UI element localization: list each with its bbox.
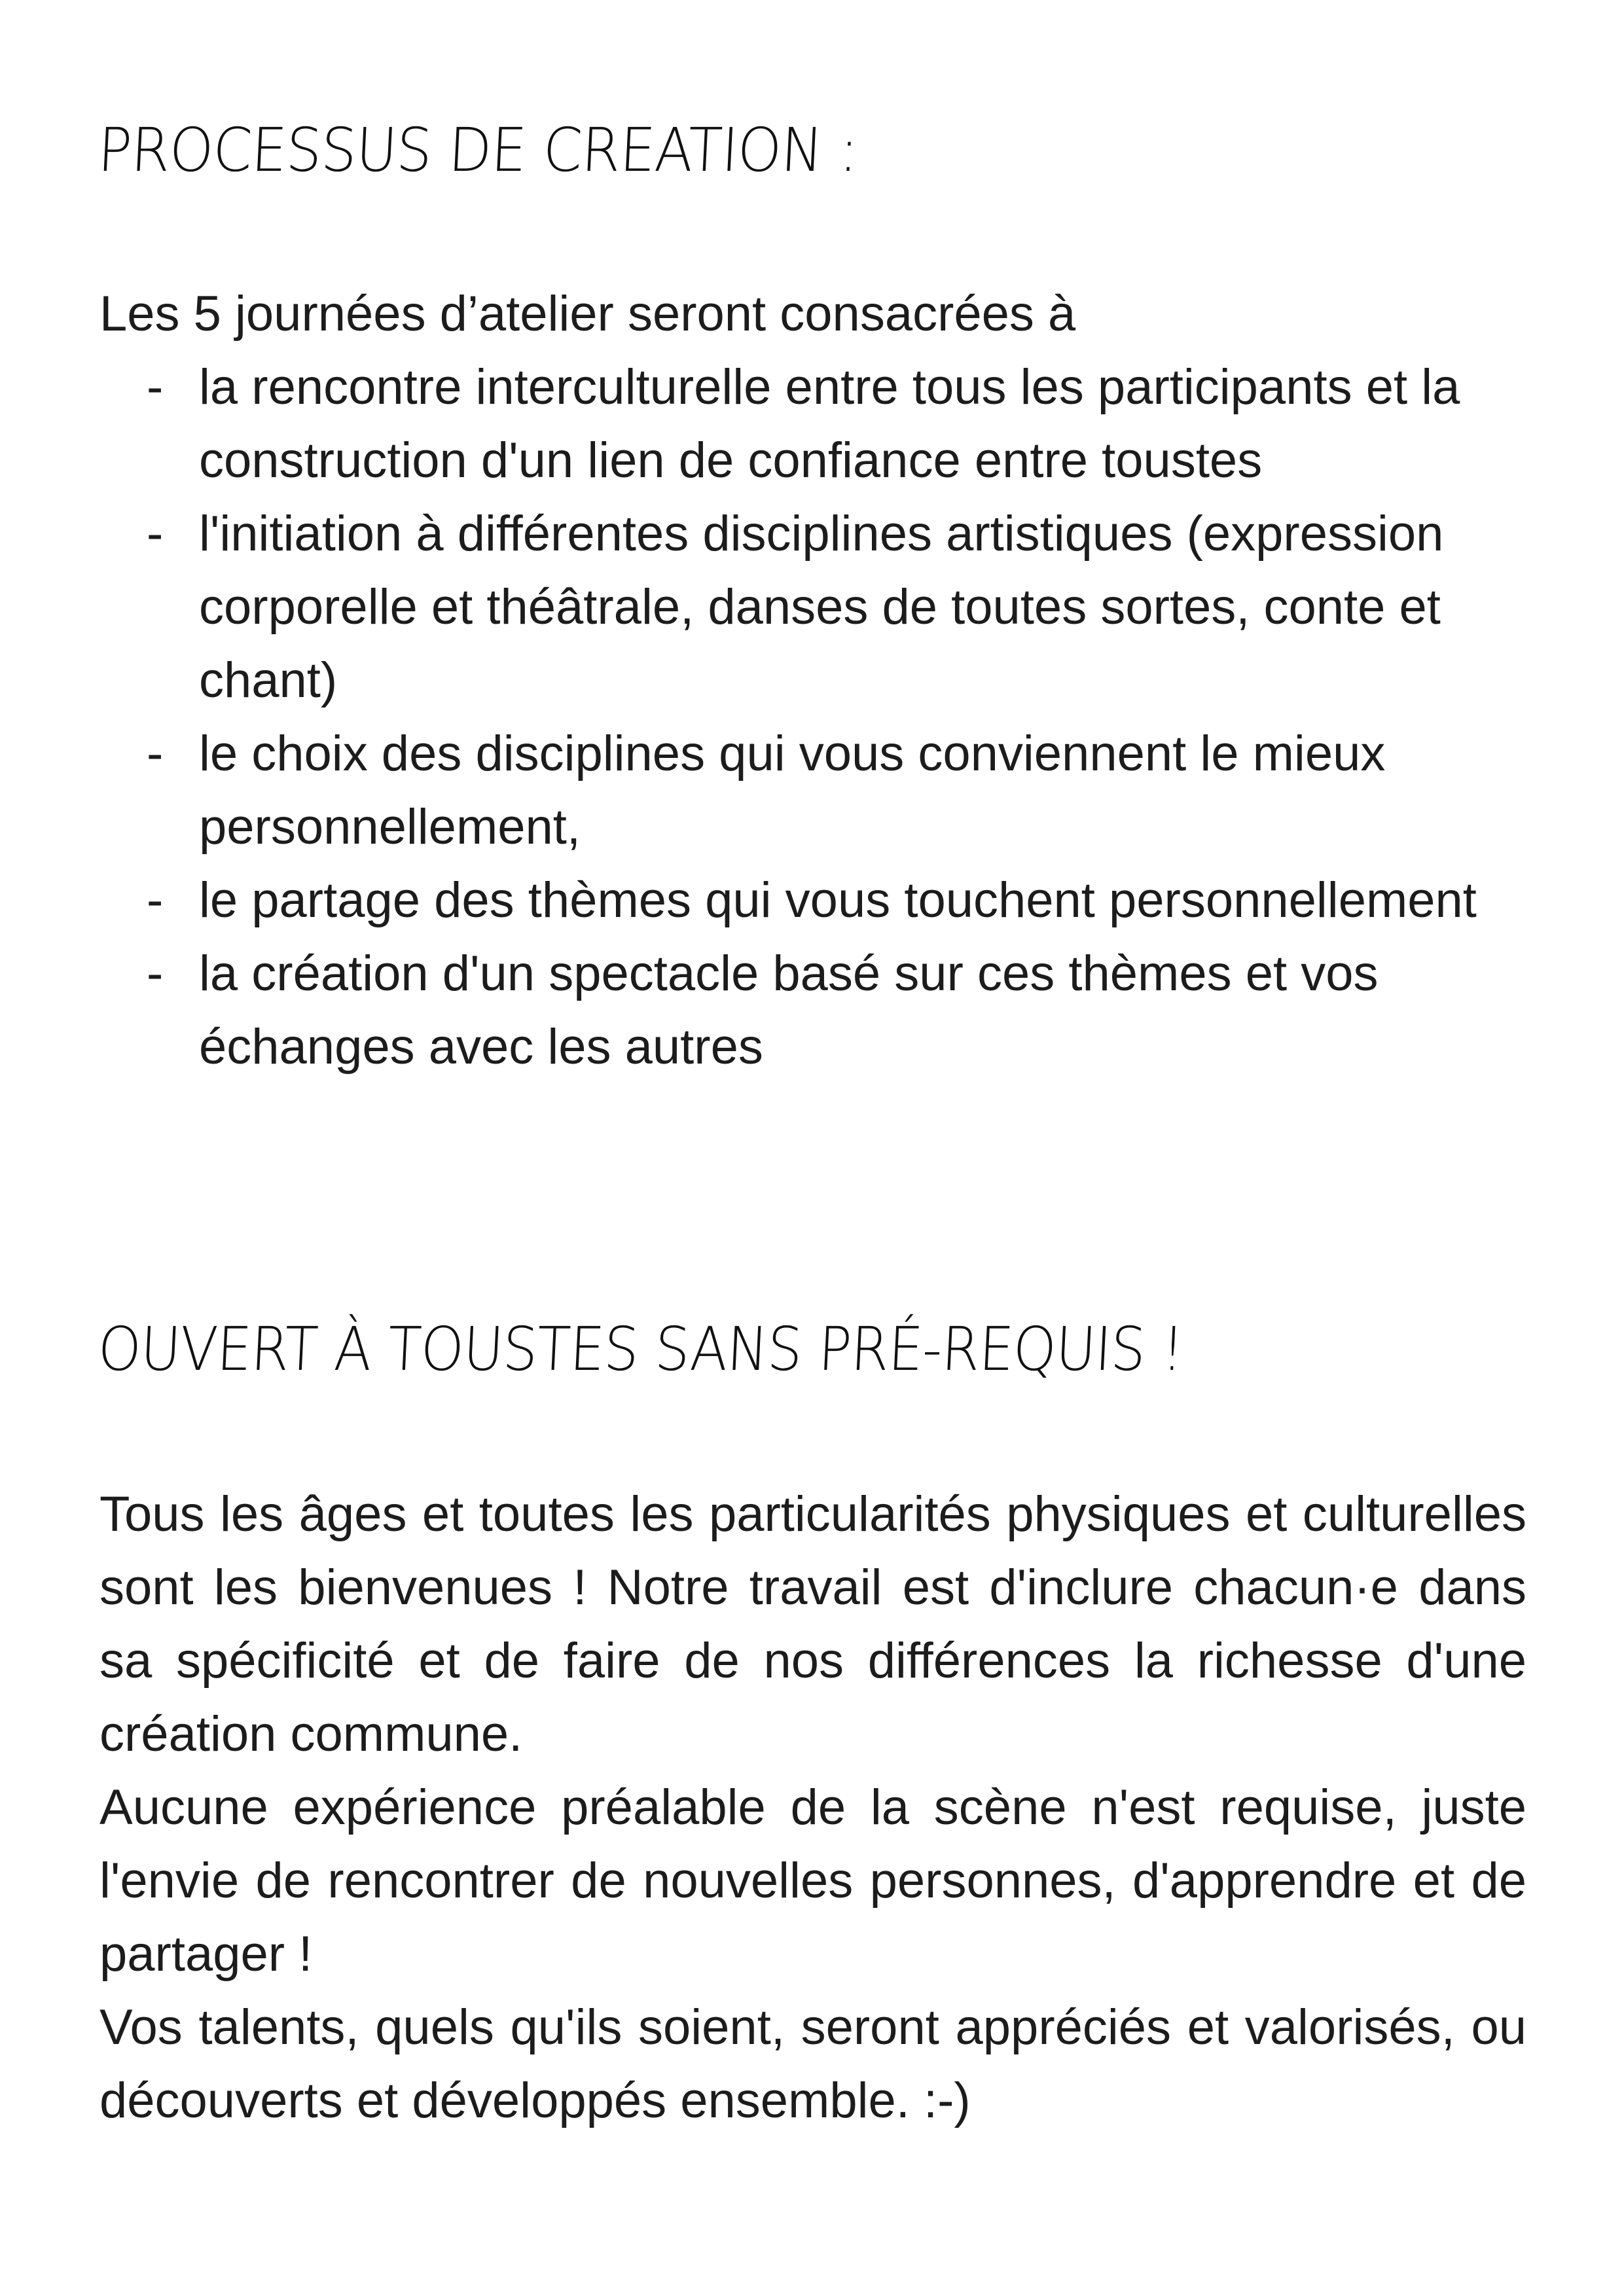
- bullet-dash: -: [147, 359, 164, 415]
- bullet-dash: -: [147, 506, 164, 562]
- bullet-item: [99, 497, 1528, 717]
- bullet-text: la création d'un spectacle basé sur ces thèmes et vos échanges avec les autres: [199, 946, 1379, 1075]
- inclusion-paragraph: Tous les âges et toutes les particularités physiques et culturelles sont les bienvenues ! Notre travail est d'inclure chacun·e dans sa spécificité et de faire de nos différences la richesse d'une création commune.: [99, 1486, 1526, 1762]
- bullet-dash: -: [147, 726, 164, 781]
- no-experience-paragraph: Aucune expérience préalable de la scène n'est requise, juste l'envie de rencontrer de nouvelles personnes, d'apprendre et de partager !: [99, 1780, 1526, 1982]
- bullet-text: la rencontre interculturelle entre tous les participants et la construction d'un lien de confiance entre toustes: [199, 359, 1460, 488]
- bullet-text: l'initiation à différentes disciplines artistiques (expression corporelle et théâtrale, danses de toutes sortes, conte et chant): [199, 506, 1444, 708]
- creation-bullet-list: [99, 351, 1540, 1084]
- bullet-item: [99, 937, 1528, 1084]
- bullet-dash: -: [147, 872, 164, 928]
- bullet-text: le choix des disciplines qui vous conviennent le mieux personnellement,: [199, 726, 1386, 855]
- bullet-item: [99, 351, 1528, 497]
- section-title-creation-process: PROCESSUS DE CREATION :: [96, 115, 860, 185]
- bullet-item: [99, 864, 1528, 937]
- bullet-item: [99, 717, 1528, 864]
- section-title-open-to-all: OUVERT À TOUSTES SANS PRÉ-REQUIS !: [96, 1314, 1185, 1384]
- creation-intro: Les 5 journées d’atelier seront consacrées à: [99, 286, 1076, 342]
- bullet-text: le partage des thèmes qui vous touchent personnellement: [199, 872, 1477, 928]
- bullet-dash: -: [147, 946, 164, 1001]
- talents-paragraph: Vos talents, quels qu'ils soient, seront appréciés et valorisés, ou découverts et développés ensemble. :-): [99, 2000, 1526, 2128]
